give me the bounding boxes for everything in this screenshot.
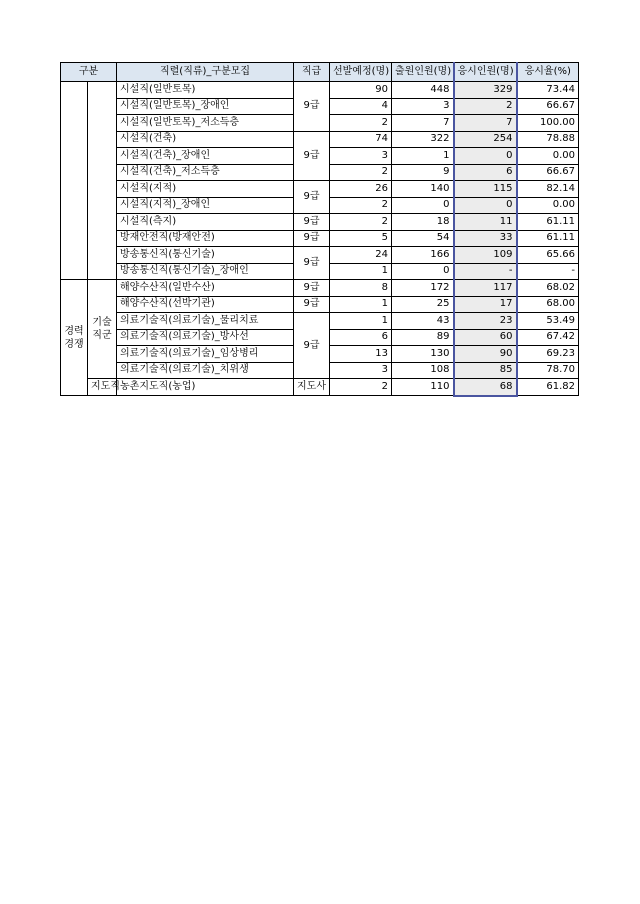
row-planned: 2 <box>330 164 392 181</box>
row-applied: 140 <box>392 181 454 198</box>
row-applied: 108 <box>392 362 454 379</box>
row-name: 시설직(일반토목)_저소득층 <box>117 115 294 132</box>
row-name: 의료기술직(의료기술)_방사선 <box>117 329 294 346</box>
row-took: 117 <box>454 280 517 297</box>
row-planned: 6 <box>330 329 392 346</box>
row-took: 7 <box>454 115 517 132</box>
header-row <box>61 63 579 82</box>
row-applied: 18 <box>392 214 454 231</box>
row-rate: 66.67 <box>517 164 579 181</box>
row-name: 농촌지도직(농업) <box>117 379 294 396</box>
row-took: 60 <box>454 329 517 346</box>
row-name: 의료기술직(의료기술)_물리치료 <box>117 313 294 330</box>
header-applied: 출원인원(명) <box>392 63 454 82</box>
row-name: 방재안전직(방재안전) <box>117 230 294 247</box>
row-planned: 2 <box>330 214 392 231</box>
row-applied: 322 <box>392 131 454 148</box>
row-rate: 61.11 <box>517 214 579 231</box>
group-tech-line1: 기술 <box>92 317 112 328</box>
table-row <box>61 280 579 297</box>
header-grade: 직급 <box>294 63 330 82</box>
row-took: 23 <box>454 313 517 330</box>
group-career-line1: 경력 <box>64 325 84 337</box>
row-took: 115 <box>454 181 517 198</box>
table-row <box>61 214 579 231</box>
row-took: 11 <box>454 214 517 231</box>
row-applied: 54 <box>392 230 454 247</box>
row-took: 85 <box>454 362 517 379</box>
row-took: 109 <box>454 247 517 264</box>
row-name: 시설직(지적) <box>117 181 294 198</box>
row-applied: 0 <box>392 197 454 214</box>
row-took: 33 <box>454 230 517 247</box>
table-row <box>61 379 579 396</box>
row-took: 90 <box>454 346 517 363</box>
row-grade: 지도사 <box>294 379 330 396</box>
row-rate: 68.02 <box>517 280 579 297</box>
table-row <box>61 247 579 264</box>
row-name: 방송통신직(통신기술)_장애인 <box>117 263 294 280</box>
group-career <box>61 280 88 396</box>
row-applied: 130 <box>392 346 454 363</box>
row-rate: 69.23 <box>517 346 579 363</box>
row-grade: 9급 <box>294 214 330 231</box>
row-applied: 110 <box>392 379 454 396</box>
table-row <box>61 131 579 148</box>
table-row <box>61 181 579 198</box>
row-rate: 73.44 <box>517 82 579 99</box>
table-row <box>61 296 579 313</box>
table-row <box>61 82 579 99</box>
row-name: 시설직(측지) <box>117 214 294 231</box>
row-applied: 172 <box>392 280 454 297</box>
row-took: 329 <box>454 82 517 99</box>
row-name: 방송통신직(통신기술) <box>117 247 294 264</box>
row-rate: 0.00 <box>517 148 579 165</box>
header-planned: 선발예정(명) <box>330 63 392 82</box>
row-rate: 67.42 <box>517 329 579 346</box>
row-took: - <box>454 263 517 280</box>
row-name: 시설직(건축)_저소득층 <box>117 164 294 181</box>
row-rate: 68.00 <box>517 296 579 313</box>
row-applied: 3 <box>392 98 454 115</box>
row-planned: 4 <box>330 98 392 115</box>
row-took: 2 <box>454 98 517 115</box>
row-planned: 26 <box>330 181 392 198</box>
row-took: 254 <box>454 131 517 148</box>
row-planned: 1 <box>330 263 392 280</box>
group-tech <box>88 280 117 379</box>
row-grade: 9급 <box>294 181 330 214</box>
row-rate: 0.00 <box>517 197 579 214</box>
row-took: 68 <box>454 379 517 396</box>
row-rate: 100.00 <box>517 115 579 132</box>
row-name: 시설직(건축)_장애인 <box>117 148 294 165</box>
row-planned: 2 <box>330 379 392 396</box>
row-rate: - <box>517 263 579 280</box>
header-took: 응시인원(명) <box>454 63 517 82</box>
group-blank-a <box>61 82 88 280</box>
row-planned: 8 <box>330 280 392 297</box>
row-planned: 2 <box>330 197 392 214</box>
row-name: 해양수산직(일반수산) <box>117 280 294 297</box>
row-applied: 0 <box>392 263 454 280</box>
row-grade: 9급 <box>294 296 330 313</box>
row-name: 시설직(일반토목) <box>117 82 294 99</box>
table-row <box>61 230 579 247</box>
row-name: 시설직(일반토목)_장애인 <box>117 98 294 115</box>
row-planned: 1 <box>330 313 392 330</box>
row-planned: 5 <box>330 230 392 247</box>
row-rate: 53.49 <box>517 313 579 330</box>
recruitment-table <box>60 62 579 397</box>
row-planned: 3 <box>330 362 392 379</box>
header-rate: 응시율(%) <box>517 63 579 82</box>
row-planned: 90 <box>330 82 392 99</box>
row-grade: 9급 <box>294 247 330 280</box>
row-rate: 61.82 <box>517 379 579 396</box>
row-grade: 9급 <box>294 313 330 379</box>
row-applied: 43 <box>392 313 454 330</box>
row-name: 해양수산직(선박기관) <box>117 296 294 313</box>
group-guidance: 지도직 <box>88 379 117 396</box>
group-blank-b <box>88 82 117 280</box>
row-applied: 166 <box>392 247 454 264</box>
row-planned: 2 <box>330 115 392 132</box>
row-took: 0 <box>454 148 517 165</box>
group-career-line2: 경쟁 <box>64 338 84 350</box>
header-category: 구분 <box>61 63 117 82</box>
row-applied: 1 <box>392 148 454 165</box>
row-rate: 82.14 <box>517 181 579 198</box>
row-rate: 65.66 <box>517 247 579 264</box>
row-rate: 66.67 <box>517 98 579 115</box>
row-planned: 74 <box>330 131 392 148</box>
row-grade: 9급 <box>294 230 330 247</box>
row-planned: 1 <box>330 296 392 313</box>
row-planned: 13 <box>330 346 392 363</box>
row-name: 의료기술직(의료기술)_치위생 <box>117 362 294 379</box>
row-applied: 448 <box>392 82 454 99</box>
row-took: 17 <box>454 296 517 313</box>
row-name: 시설직(건축) <box>117 131 294 148</box>
row-rate: 61.11 <box>517 230 579 247</box>
row-applied: 7 <box>392 115 454 132</box>
row-applied: 9 <box>392 164 454 181</box>
row-grade: 9급 <box>294 131 330 181</box>
row-rate: 78.88 <box>517 131 579 148</box>
row-name: 의료기술직(의료기술)_임상병리 <box>117 346 294 363</box>
row-grade: 9급 <box>294 82 330 132</box>
row-rate: 78.70 <box>517 362 579 379</box>
group-tech-line2: 직군 <box>92 330 112 341</box>
row-planned: 24 <box>330 247 392 264</box>
header-series: 직렬(직류)_구분모집 <box>117 63 294 82</box>
row-applied: 25 <box>392 296 454 313</box>
row-grade: 9급 <box>294 280 330 297</box>
row-planned: 3 <box>330 148 392 165</box>
row-name: 시설직(지적)_장애인 <box>117 197 294 214</box>
table-row <box>61 313 579 330</box>
row-applied: 89 <box>392 329 454 346</box>
row-took: 0 <box>454 197 517 214</box>
row-took: 6 <box>454 164 517 181</box>
